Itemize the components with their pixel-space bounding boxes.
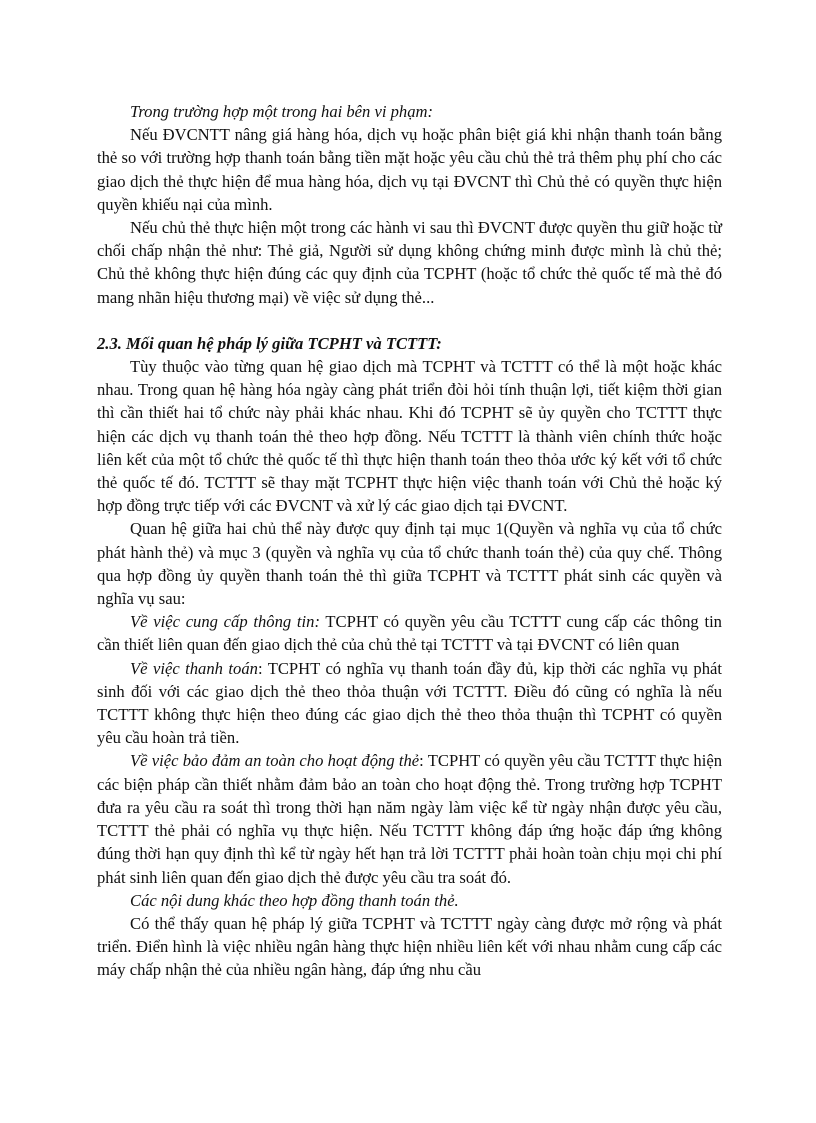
violation-intro: Trong trường hợp một trong hai bên vi phạm: bbox=[130, 102, 434, 121]
paragraph-merchant-violation: Nếu ĐVCNTT nâng giá hàng hóa, dịch vụ hoặc phân biệt giá khi nhận thanh toán bằng thẻ so với trường hợp thanh toán bằng tiền mặt hoặc yêu cầu chủ thẻ trả thêm phụ phí cho các giao dịch thẻ thực hiện để mua hàng hóa, dịch vụ tại ĐVCNT thì Chủ thẻ có quyền thực hiện quyền khiếu nại của mình. bbox=[97, 125, 722, 214]
paragraph-regulation: Quan hệ giữa hai chủ thể này được quy định tại mục 1(Quyền và nghĩa vụ của tổ chức phát hành thẻ) và mục 3 (quyền và nghĩa vụ của tổ chức thanh toán thẻ) của quy chế. Thông qua hợp đồng ủy quyền thanh toán thẻ thì giữa TCPHT và TCTTT phát sinh các quyền và nghĩa vụ sau: bbox=[97, 519, 722, 609]
paragraph-other-content: Các nội dung khác theo hợp đồng thanh toán thẻ. bbox=[130, 890, 459, 910]
document-page bbox=[97, 100, 722, 982]
paragraph-information bbox=[97, 610, 722, 656]
lead-information: Về việc cung cấp thông tin: bbox=[130, 612, 320, 632]
paragraph-expansion: Có thể thấy quan hệ pháp lý giữa TCPHT và TCTTT ngày càng được mở rộng và phát triển. Điển hình là việc nhiều ngân hàng thực hiện nhiều liên kết với nhau nhằm cung cấp các máy chấp nhận thẻ của nhiều ngân hàng, đáp ứng nhu cầu bbox=[97, 913, 722, 980]
lead-payment: Về việc thanh toán bbox=[130, 658, 258, 678]
paragraph-cardholder-violation: Nếu chủ thẻ thực hiện một trong các hành vi sau thì ĐVCNT được quyền thu giữ hoặc từ chối chấp nhận thẻ như: Thẻ giả, Người sử dụng không chứng minh được mình là chủ thẻ; Chủ thẻ không thực hiện đúng các quy định của TCPHT (hoặc tổ chức thẻ quốc tế mà thẻ đó mang nhãn hiệu thương mại) về việc sử dụng thẻ... bbox=[97, 218, 722, 307]
section-heading-2-3: 2.3. Mối quan hệ pháp lý giữa TCPHT và TCTTT: bbox=[97, 333, 442, 353]
paragraph-payment bbox=[97, 657, 722, 750]
paragraph-safety bbox=[97, 749, 722, 888]
lead-safety: Về việc bảo đảm an toàn cho hoạt động thẻ bbox=[130, 751, 420, 771]
paragraph-relationship: Tùy thuộc vào từng quan hệ giao dịch mà TCPHT và TCTTT có thể là một hoặc khác nhau. Trong quan hệ hàng hóa ngày càng phát triển đòi hỏi tính thuận lợi, tiết kiệm thời gian thì cần thiết hai tổ chức này phải khác nhau. Khi đó TCPHT sẽ ủy quyền cho TCTTT thực hiện các dịch vụ thanh toán thẻ theo hợp đồng. Nếu TCTTT là thành viên chính thức hoặc liên kết của một tổ chức thẻ quốc tế thì thực hiện thanh toán theo thỏa ước ký kết với tổ chức thẻ quốc tế đó. TCTTT sẽ thay mặt TCPHT thực hiện việc thanh toán với Chủ thẻ hoặc ký hợp đồng trực tiếp với các ĐVCNT và xử lý các giao dịch tại ĐVCNT. bbox=[97, 357, 722, 516]
body-information: TCPHT có quyền yêu cầu TCTTT cung cấp các thông tin cần thiết liên quan đến giao dịch thẻ của chủ thẻ tại TCTTT và tại ĐVCNT có liên quan bbox=[97, 612, 722, 655]
body-payment: : TCPHT có nghĩa vụ thanh toán đầy đủ, kịp thời các nghĩa vụ phát sinh đối với các giao dịch thẻ theo thỏa thuận với TCTTT. Điều đó cũng có nghĩa là nếu TCTTT không thực hiện theo đúng các giao dịch thẻ theo thỏa thuận thì TCPHT có quyền yêu cầu hoàn trả tiền. bbox=[97, 658, 722, 748]
body-safety: : TCPHT có quyền yêu cầu TCTTT thực hiện các biện pháp cần thiết nhằm đảm bảo an toàn cho hoạt động thẻ. Trong trường hợp TCPHT đưa ra yêu cầu ra soát thì trong thời hạn năm ngày làm việc kể từ ngày nhận được yêu cầu, TCTTT thẻ phải có nghĩa vụ thực hiện. Nếu TCTTT không đáp ứng hoặc đáp ứng không đúng thời hạn quy định thì kể từ ngày hết hạn trả lời TCTTT phải hoàn toàn chịu mọi chi phí phát sinh liên quan đến giao dịch thẻ được yêu cầu tra soát đó. bbox=[97, 751, 722, 887]
